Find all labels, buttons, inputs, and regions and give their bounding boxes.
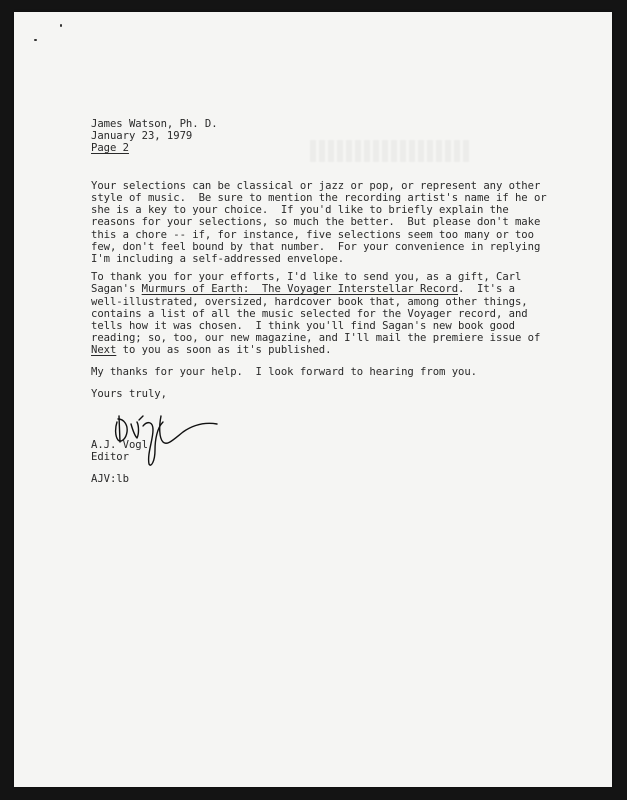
signer-name: A.J. Vogl xyxy=(91,439,148,451)
magazine-title: Next xyxy=(91,344,117,356)
reference-initials: AJV:lb xyxy=(91,473,129,485)
paragraph-line: well-illustrated, oversized, hardcover book that, among other things, xyxy=(91,296,528,308)
paper-speck xyxy=(60,24,62,27)
paragraph-line: she is a key to your choice. If you'd like to briefly explain the xyxy=(91,204,509,216)
bleed-through-text xyxy=(310,140,470,162)
paragraph-line: contains a list of all the music selected for the Voyager record, and xyxy=(91,308,528,320)
line-text: to you as soon as it's published. xyxy=(116,344,332,356)
paragraph-3: My thanks for your help. I look forward to hearing from you. xyxy=(91,366,478,378)
recipient-name: James Watson, Ph. D. xyxy=(91,118,218,130)
line-text: Sagan's xyxy=(91,283,142,295)
paragraph-line: few, don't feel bound by that number. For your convenience in replying xyxy=(91,241,541,253)
paragraph-line: I'm including a self-addressed envelope. xyxy=(91,253,345,265)
paragraph-line: tells how it was chosen. I think you'll find Sagan's new book good xyxy=(91,320,515,332)
letter-page xyxy=(14,12,612,787)
line-text: . It's a xyxy=(458,283,515,295)
paragraph-line xyxy=(91,344,331,356)
salutation: Yours truly, xyxy=(91,388,167,400)
paragraph-line: Your selections can be classical or jazz or pop, or represent any other xyxy=(91,180,541,192)
book-title: Murmurs of Earth: The Voyager Interstellar Record xyxy=(141,283,459,295)
paragraph-line: To thank you for your efforts, I'd like to send you, as a gift, Carl xyxy=(91,271,522,283)
paper-speck xyxy=(34,39,37,41)
page-number: Page 2 xyxy=(91,142,129,154)
signer-title: Editor xyxy=(91,451,129,463)
paragraph-line: reading; so, too, our new magazine, and I'll mail the premiere issue of xyxy=(91,332,541,344)
paragraph-line: this a chore -- if, for instance, five selections seem too many or too xyxy=(91,229,534,241)
paragraph-line: style of music. Be sure to mention the recording artist's name if he or xyxy=(91,192,547,204)
paragraph-line: reasons for your selections, so much the better. But please don't make xyxy=(91,216,541,228)
letter-date: January 23, 1979 xyxy=(91,130,193,142)
paragraph-line xyxy=(91,283,515,295)
